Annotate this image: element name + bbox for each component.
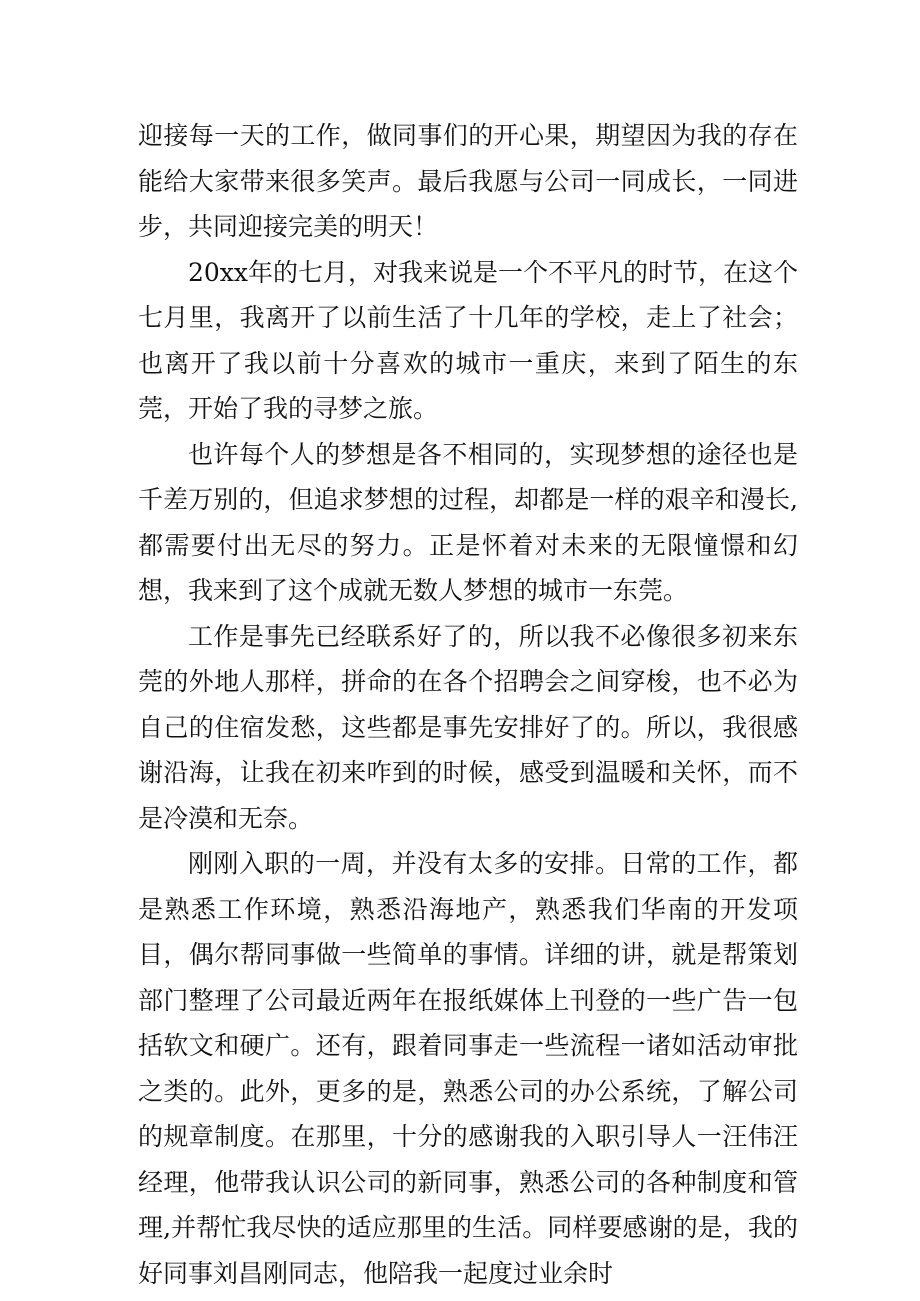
paragraph-3: 也许每个人的梦想是各不相同的，实现梦想的途径也是千差万别的，但追求梦想的过程，却都是一样的艰辛和漫长,都需要付出无尽的努力。正是怀着对未来的无限憧憬和幻想，我来到了这个成就无数人梦想的城市一东莞。 [138,439,798,605]
document-body [138,113,798,1296]
paragraph-2: 20xx年的七月，对我来说是一个不平凡的时节，在这个七月里，我离开了以前生活了十几年的学校，走上了社会；也离开了我以前十分喜欢的城市一重庆，来到了陌生的东莞，开始了我的寻梦之旅。 [138,257,799,423]
paragraph-5: 刚刚入职的一周，并没有太多的安排。日常的工作，都是熟悉工作环境，熟悉沿海地产，熟悉我们华南的开发项目，偶尔帮同事做一些简单的事情。详细的讲，就是帮策划部门整理了公司最近两年在报纸媒体上刊登的一些广告一包括软文和硬广。还有，跟着同事走一些流程一诸如活动审批之类的。此外，更多的是，熟悉公司的办公系统，了解公司的规章制度。在那里，十分的感谢我的入职引导人一汪伟汪经理，他带我认识公司的新同事，熟悉公司的各种制度和管理,并帮忙我尽快的适应那里的生活。同样要感谢的是，我的好同事刘昌刚同志，他陪我一起度过业余时 [138,849,798,1288]
paragraph-4: 工作是事先已经联系好了的，所以我不必像很多初来东莞的外地人那样，拼命的在各个招聘会之间穿梭，也不必为自己的住宿发愁，这些都是事先安排好了的。所以，我很感谢沿海，让我在初来咋到的时候，感受到温暖和关怀，而不是冷漠和无奈。 [138,621,798,833]
paragraph-1: 迎接每一天的工作，做同事们的开心果，期望因为我的存在能给大家带来很多笑声。最后我愿与公司一同成长，一同进步，共同迎接完美的明天！ [138,121,798,241]
